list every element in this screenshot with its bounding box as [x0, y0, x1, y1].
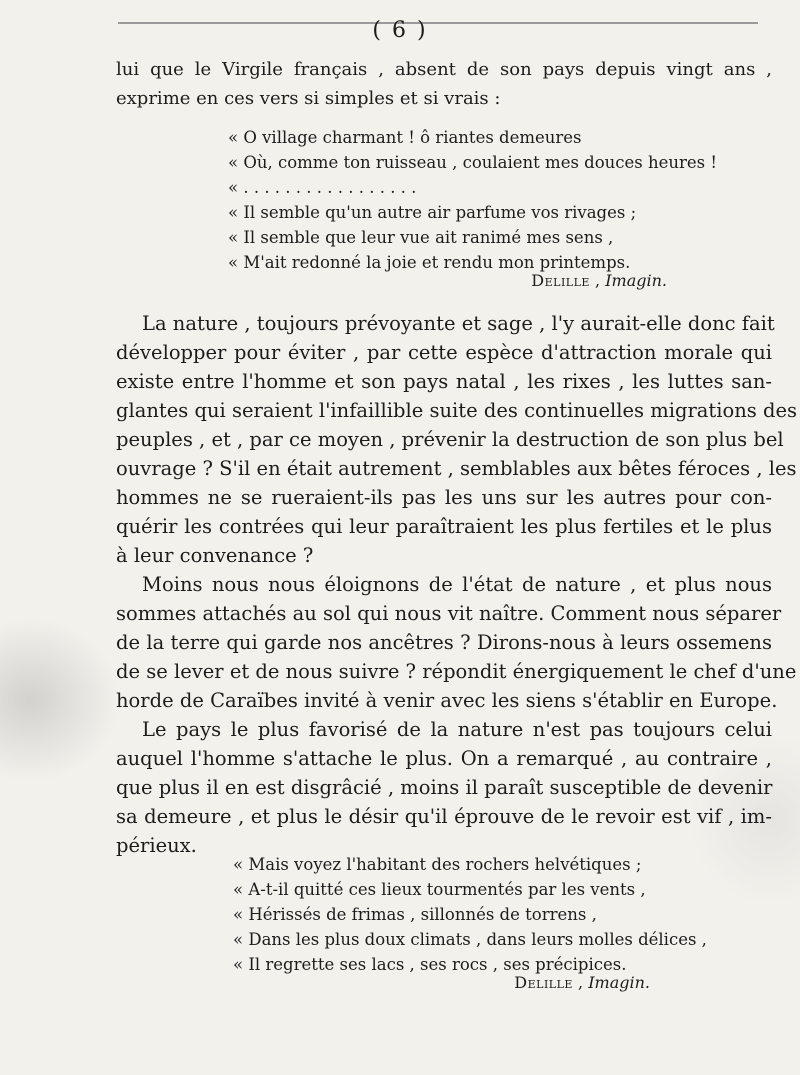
paragraph-line: de se lever et de nous suivre ? répondit énergiquement le chef d'une [116, 660, 797, 683]
verse-attribution-1 [0, 271, 667, 290]
paragraph-line: glantes qui seraient l'infaillible suite des continuelles migrations des [116, 399, 798, 422]
body-text [116, 309, 798, 860]
verse-line: « O village charmant ! ô riantes demeures [228, 128, 582, 147]
verse-quotation-1 [228, 125, 718, 275]
verse-ellipsis-line: « . . . . . . . . . . . . . . . . . [228, 178, 417, 197]
verse-line: « Il semble qu'un autre air parfume vos rivages ; [228, 203, 637, 222]
paragraph-line: horde de Caraïbes invité à venir avec les siens s'établir en Europe. [116, 689, 778, 712]
paragraph-line: quérir les contrées qui leur paraîtraient les plus fertiles et le plus [116, 515, 772, 538]
paragraph-line: peuples , et , par ce moyen , prévenir la destruction de son plus bel [116, 428, 784, 451]
verse-line: « Dans les plus doux climats , dans leurs molles délices , [233, 930, 707, 949]
intro-line: exprime en ces vers si simples et si vrais : [116, 88, 501, 109]
verse-quotation-2 [233, 852, 713, 977]
verse-attribution-2 [0, 973, 650, 992]
paragraph-line: Le pays le plus favorisé de la nature n'est pas toujours celui [142, 718, 772, 741]
verse-line: « Il regrette ses lacs , ses rocs , ses précipices. [233, 955, 627, 974]
paragraph-line: La nature , toujours prévoyante et sage , l'y aurait-elle donc fait [142, 312, 775, 335]
attribution-author: Delille [531, 271, 590, 290]
page-number: ( 6 ) [372, 18, 428, 43]
intro-line: lui que le Virgile français , absent de son pays depuis vingt ans , [116, 59, 772, 80]
paragraph-line: à leur convenance ? [116, 544, 314, 567]
paragraph-line: ouvrage ? S'il en était autrement , semblables aux bêtes féroces , les [116, 457, 797, 480]
paragraph-line: développer pour éviter , par cette espèce d'attraction morale qui [116, 341, 772, 364]
paragraph-line: que plus il en est disgrâcié , moins il paraît susceptible de devenir [116, 776, 773, 799]
paragraph-line: auquel l'homme s'attache le plus. On a remarqué , au contraire , [116, 747, 772, 770]
attribution-separator: , [572, 973, 589, 992]
verse-line: « Où, comme ton ruisseau , coulaient mes douces heures ! [228, 153, 718, 172]
attribution-work: Imagin. [605, 271, 667, 290]
attribution-work: Imagin. [588, 973, 650, 992]
verse-line: « A-t-il quitté ces lieux tourmentés par les vents , [233, 880, 646, 899]
verse-line: « Mais voyez l'habitant des rochers helvétiques ; [233, 855, 642, 874]
intro-paragraph [116, 55, 772, 113]
verse-line: « Il semble que leur vue ait ranimé mes sens , [228, 228, 614, 247]
verse-line: « Hérissés de frimas , sillonnés de torrens , [233, 905, 597, 924]
paragraph-line: de la terre qui garde nos ancêtres ? Dirons-nous à leurs ossemens [116, 631, 772, 654]
paragraph-line: existe entre l'homme et son pays natal , les rixes , les luttes san- [116, 370, 772, 393]
paragraph-line: hommes ne se rueraient-ils pas les uns sur les autres pour con- [116, 486, 772, 509]
paragraph-line: Moins nous nous éloignons de l'état de nature , et plus nous [142, 573, 772, 596]
paragraph-line: sommes attachés au sol qui nous vit naître. Comment nous séparer [116, 602, 782, 625]
paragraph-line: périeux. [116, 834, 197, 857]
verse-line: « M'ait redonné la joie et rendu mon printemps. [228, 253, 631, 272]
attribution-author: Delille [514, 973, 573, 992]
paragraph-line: sa demeure , et plus le désir qu'il éprouve de le revoir est vif , im- [116, 805, 772, 828]
attribution-separator: , [589, 271, 606, 290]
